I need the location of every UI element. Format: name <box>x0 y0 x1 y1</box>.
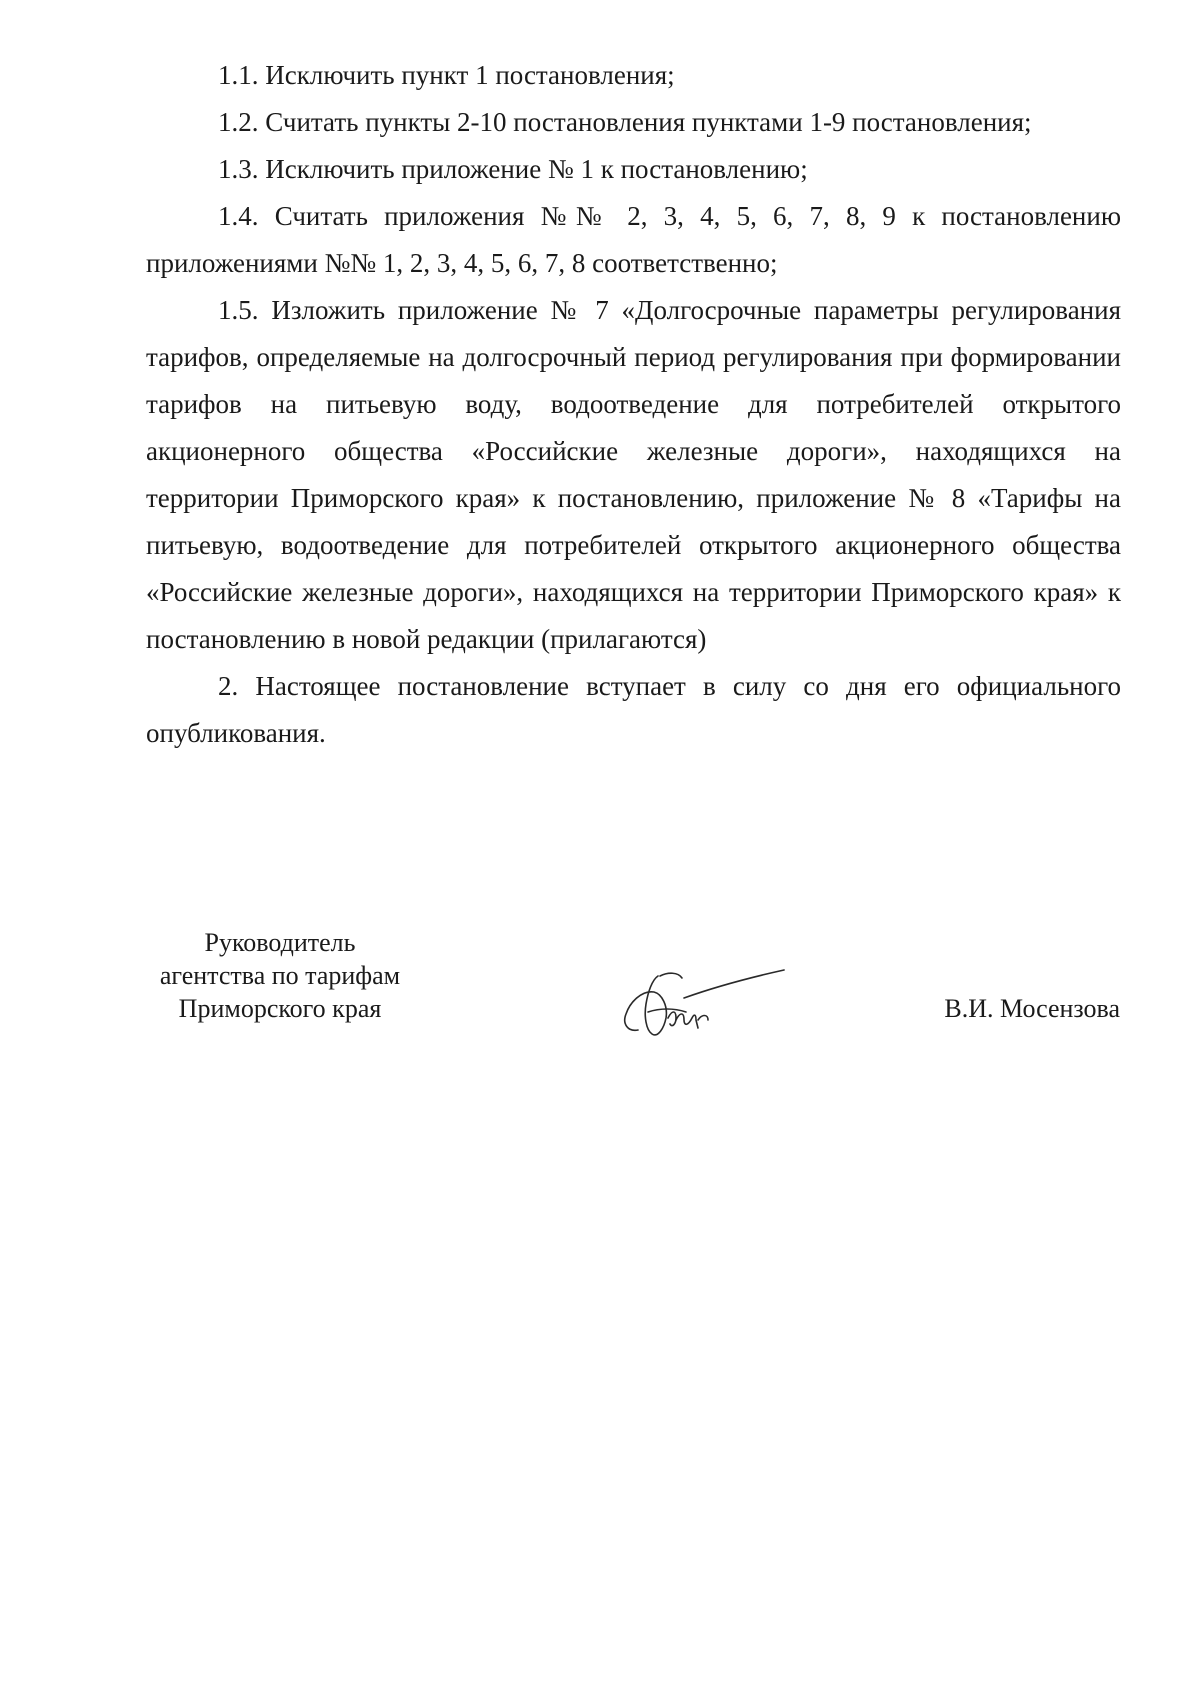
signer-name: В.И. Мосензова <box>944 994 1120 1023</box>
paragraph-1-1: 1.1. Исключить пункт 1 постановления; <box>218 60 675 90</box>
paragraph-1-2: 1.2. Считать пункты 2-10 постановления пунктами 1-9 постановления; <box>218 107 1032 137</box>
position-line-1: Руководитель <box>204 928 356 957</box>
signature-block <box>0 926 1200 1066</box>
position-line-2: агентства по тарифам <box>159 961 401 990</box>
position-line-3: Приморского края <box>178 994 382 1023</box>
paragraph-1-4: 1.4. Считать приложения №№ 2, 3, 4, 5, 6, 7, 8, 9 к постановлению приложениями №№ 1, 2, 3, 4, 5, 6, 7, 8 соответственно; <box>146 201 1121 278</box>
document-body <box>146 52 1121 757</box>
paragraph-1-3: 1.3. Исключить приложение № 1 к постановлению; <box>218 154 808 184</box>
signer-position <box>130 926 430 1025</box>
handwritten-signature <box>612 958 792 1048</box>
paragraph-1-5: 1.5. Изложить приложение № 7 «Долгосрочные параметры регулирования тарифов, определяемые на долгосрочный период регулирования при формировании тарифов на питьевую воду, водоотведение для потребителей открытого акционерного общества «Российские железные дороги», находящихся на территории Приморского края» к постановлению, приложение № 8 «Тарифы на питьевую, водоотведение для потребителей открытого акционерного общества «Российские железные дороги», находящихся на территории Приморского края» к постановлению в новой редакции (прилагаются) <box>146 295 1121 654</box>
paragraph-2: 2. Настоящее постановление вступает в силу со дня его официального опубликования. <box>146 671 1121 748</box>
